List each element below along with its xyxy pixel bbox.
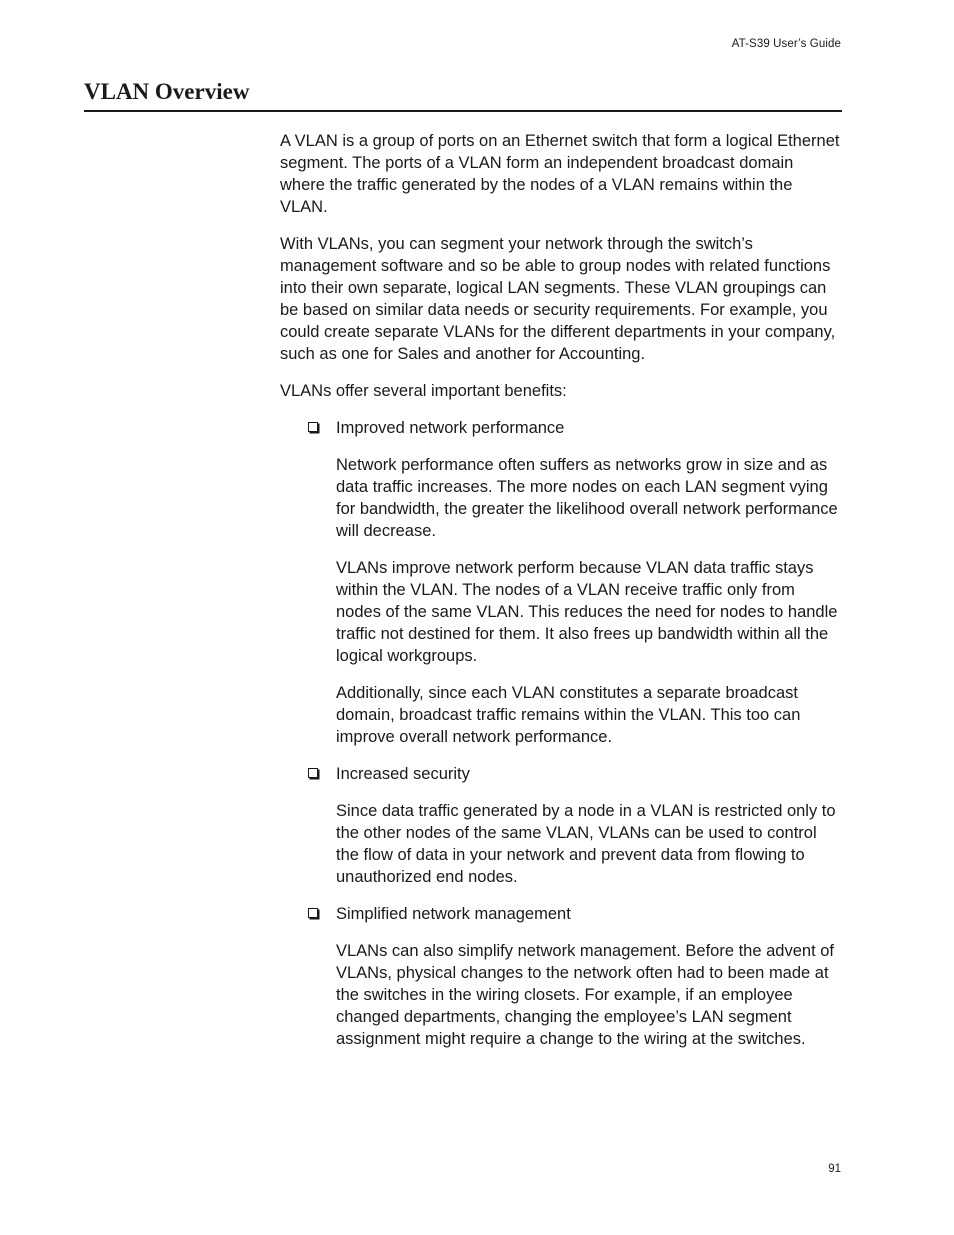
- benefit-heading-text: Improved network performance: [336, 419, 565, 437]
- benefit-paragraph: Network performance often suffers as networks grow in size and as data traffic increases. The more nodes on each LAN segment vying for bandwidth, the greater the likelihood overall network performance will decrease.: [336, 456, 838, 540]
- benefits-list: [280, 417, 842, 1050]
- benefit-item-performance: [280, 417, 842, 748]
- benefit-item-management: [280, 903, 842, 1050]
- benefit-heading: [336, 417, 842, 439]
- running-header: AT-S39 User’s Guide: [731, 38, 841, 50]
- body-content: [280, 130, 842, 1065]
- benefit-heading-text: Increased security: [336, 765, 470, 783]
- title-rule: [84, 110, 842, 112]
- intro-paragraph-2: With VLANs, you can segment your network through the switch’s management software and so be able to group nodes with related functions into their own separate, logical LAN segments. These VLAN groupings can be based on similar data needs or security requirements. For example, you could create separate VLANs for the different departments in your company, such as one for Sales and another for Accounting.: [280, 235, 836, 363]
- benefit-heading-text: Simplified network management: [336, 905, 571, 923]
- checkbox-bullet-icon: [308, 768, 318, 778]
- benefit-paragraph: VLANs can also simplify network management. Before the advent of VLANs, physical changes to the network often had to been made at the switches in the wiring closets. For example, if an employee changed departments, changing the employee’s LAN segment assignment might require a change to the wiring at the switches.: [336, 942, 835, 1048]
- checkbox-bullet-icon: [308, 908, 318, 918]
- benefit-item-security: [280, 763, 842, 888]
- intro-paragraph-3: VLANs offer several important benefits:: [280, 382, 567, 400]
- page-number: 91: [828, 1163, 841, 1175]
- benefit-paragraph: Additionally, since each VLAN constitutes a separate broadcast domain, broadcast traffic remains within the VLAN. This too can improve overall network performance.: [336, 684, 801, 746]
- benefit-heading: [336, 763, 842, 785]
- checkbox-bullet-icon: [308, 422, 318, 432]
- section-title: VLAN Overview: [84, 79, 250, 104]
- benefit-paragraph: VLANs improve network perform because VLAN data traffic stays within the VLAN. The nodes of a VLAN receive traffic only from nodes of the same VLAN. This reduces the need for nodes to handle traffic not destined for them. It also frees up bandwidth within all the logical workgroups.: [336, 559, 838, 665]
- intro-paragraph-1: A VLAN is a group of ports on an Ethernet switch that form a logical Ethernet segment. The ports of a VLAN form an independent broadcast domain where the traffic generated by the nodes of a VLAN remains within the VLAN.: [280, 132, 840, 216]
- benefit-heading: [336, 903, 842, 925]
- benefit-paragraph: Since data traffic generated by a node in a VLAN is restricted only to the other nodes of the same VLAN, VLANs can be used to control the flow of data in your network and prevent data from flowing to unauthorized end nodes.: [336, 802, 836, 886]
